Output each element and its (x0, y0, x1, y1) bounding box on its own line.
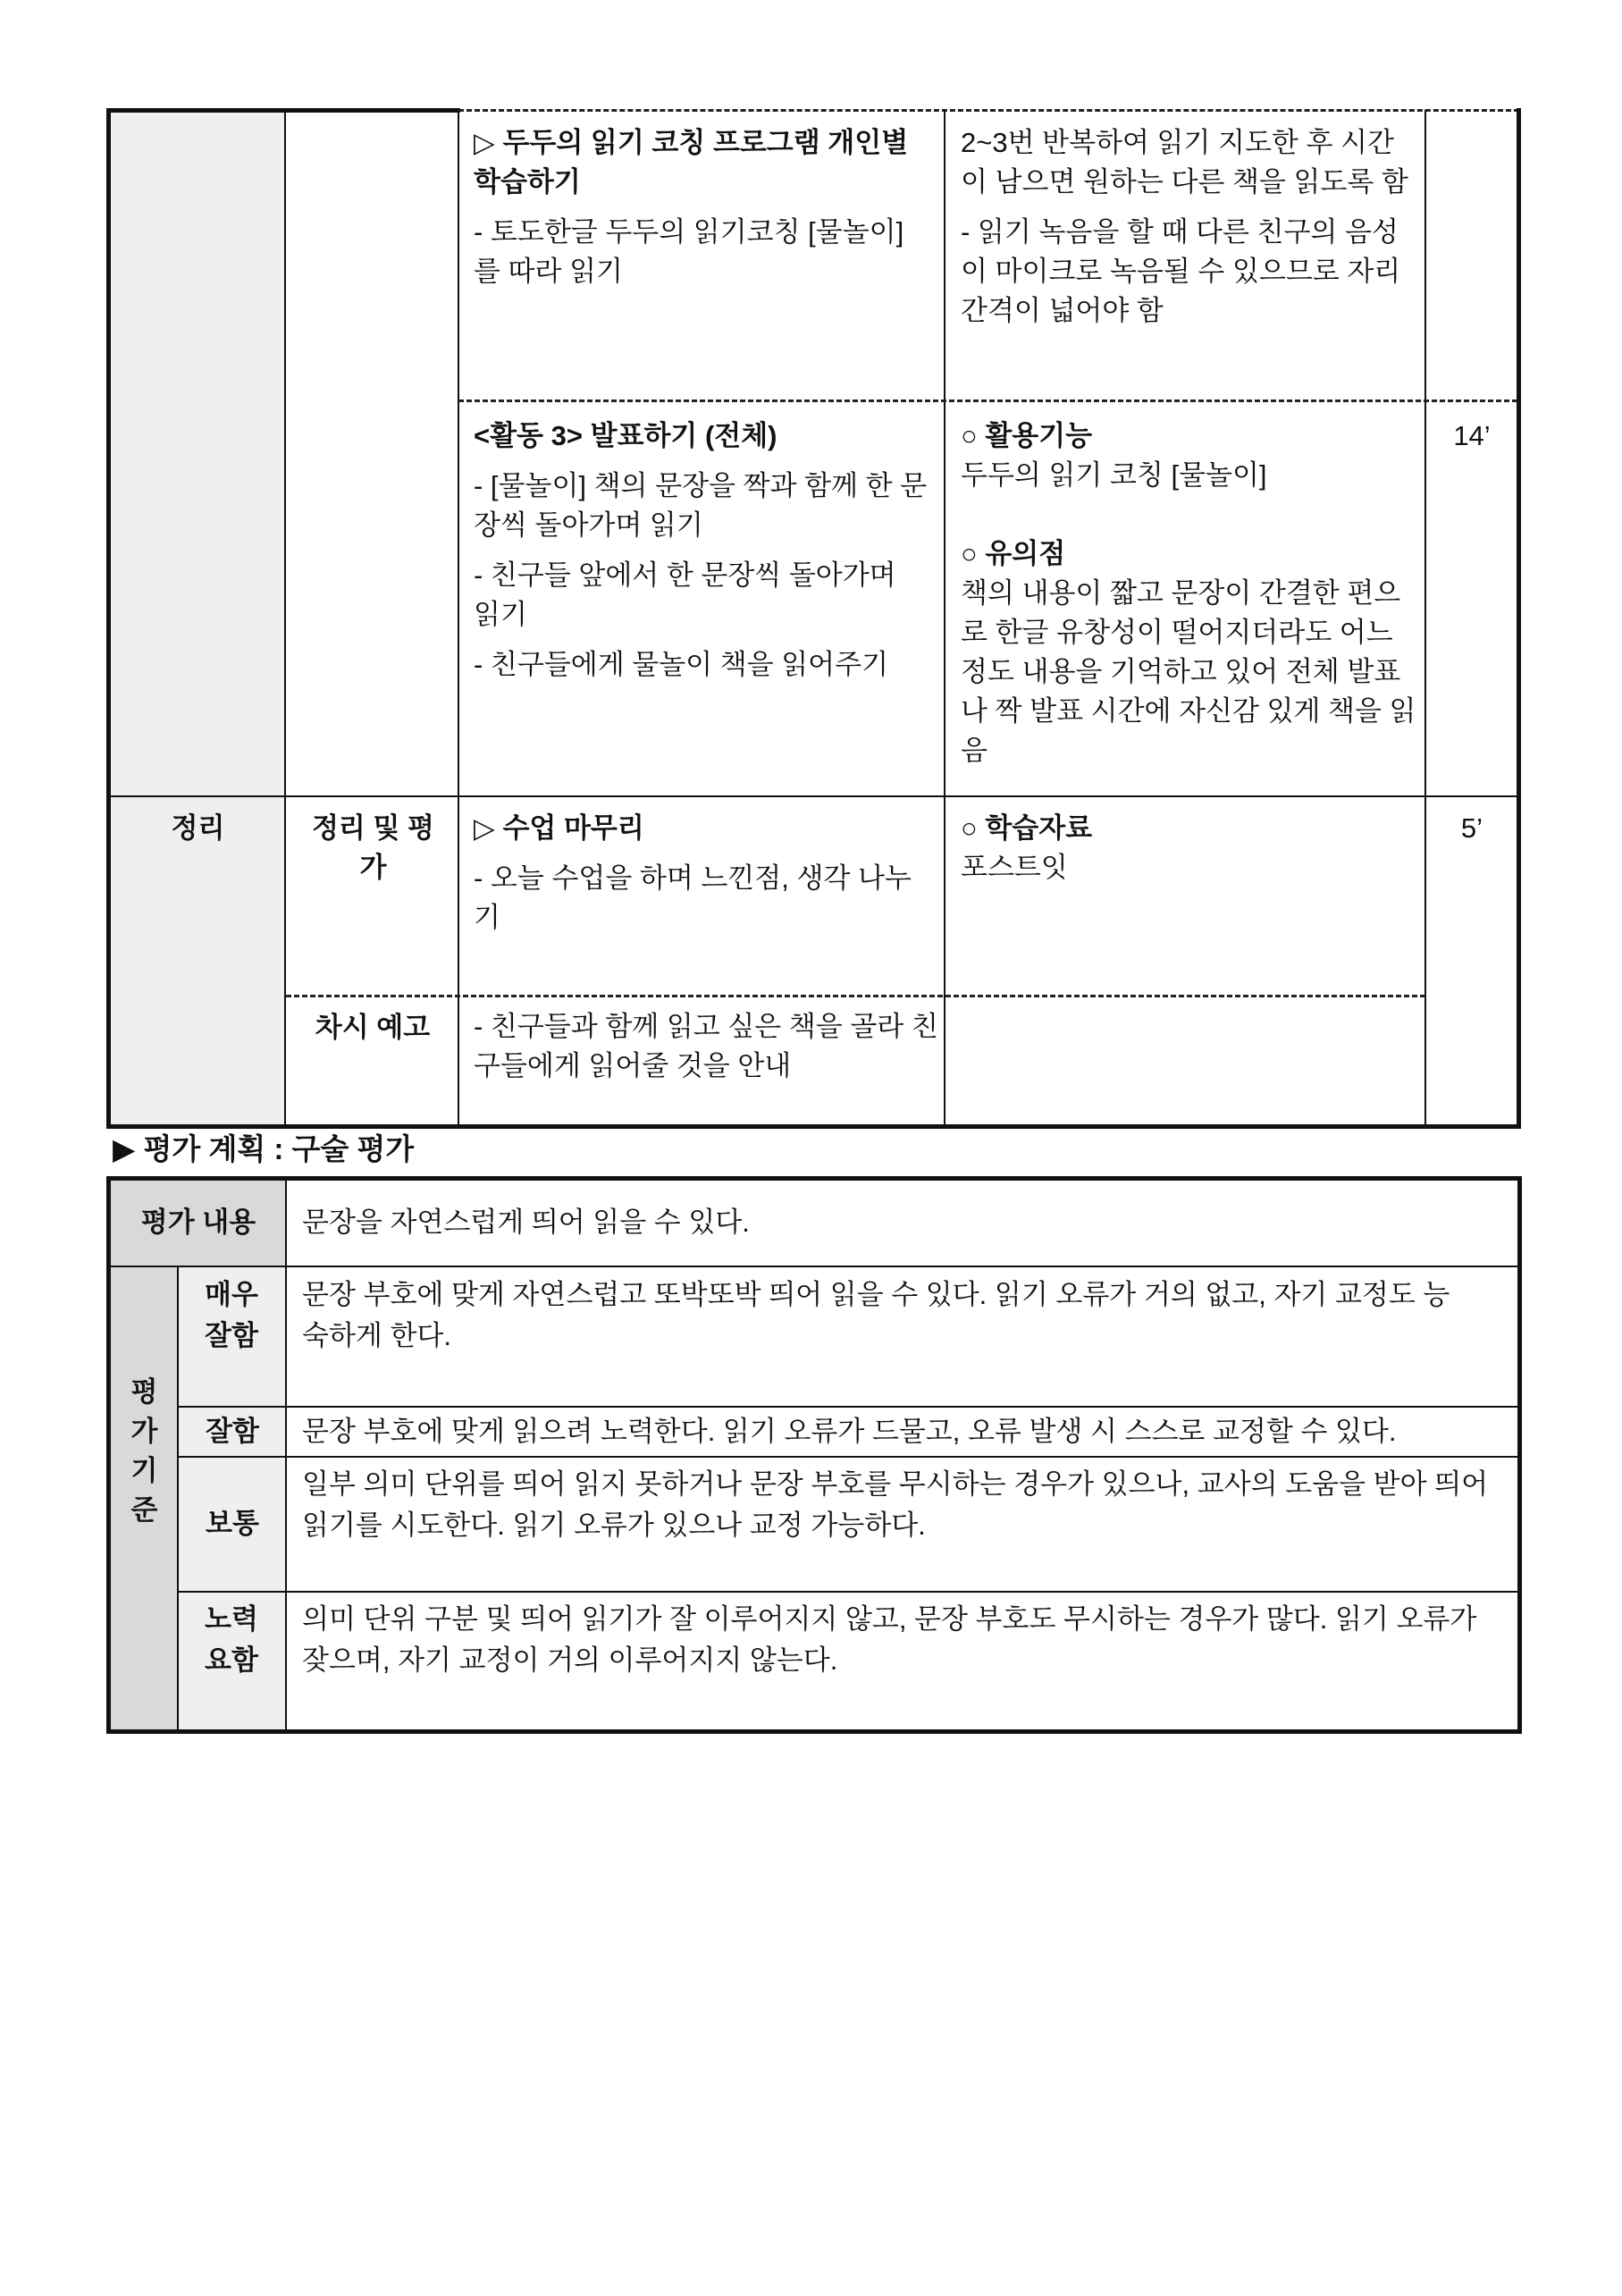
activity-item: - 친구들에게 물놀이 책을 읽어주기 (474, 649, 889, 680)
eval-row-divider (178, 1456, 1518, 1458)
criteria-description: 일부 의미 단위를 띄어 읽지 못하거나 문장 부호를 무시하는 경우가 있으나, 교사의 도움을 받아 띄어 읽기를 시도한다. 읽기 오류가 있으나 교정 가능하다. (302, 1468, 1489, 1541)
time-cell: 14’ (1453, 420, 1491, 451)
note-text: - 읽기 녹음을 할 때 다른 친구의 음성이 마이크로 녹음될 수 있으므로 자리 간격이 넓어야 함 (961, 216, 1401, 326)
criteria-label-char: 가 (130, 1416, 158, 1447)
eval-right-border (1517, 1176, 1522, 1734)
notes-cell (961, 809, 1416, 887)
step-label: 차시 예고 (315, 1012, 431, 1043)
activity-title: ▷ 수업 마무리 (474, 812, 644, 844)
eval-bottom-border (106, 1729, 1522, 1734)
table-bottom-border (106, 1124, 1521, 1129)
criteria-label (111, 1373, 178, 1530)
activity-item: - 오늘 수업을 하며 느낀점, 생각 나누기 (474, 862, 912, 933)
criteria-level: 매우 잘함 (205, 1279, 258, 1351)
note-text: 두두의 읽기 코칭 [물놀이] (961, 459, 1267, 491)
table-top-border-dashed (458, 109, 1519, 112)
content-text: 문장을 자연스럽게 띄어 읽을 수 있다. (302, 1207, 750, 1238)
activity-title: ▷ 두두의 읽기 코칭 프로그램 개인별 학습하기 (474, 127, 909, 198)
eval-row-divider (178, 1591, 1518, 1593)
note-heading: ○ 유의점 (961, 538, 1066, 569)
activity-cell (474, 809, 929, 948)
activity-item: - 친구들 앞에서 한 문장씩 돌아가며 읽기 (474, 559, 896, 630)
col-divider-2 (458, 110, 459, 1126)
criteria-label-char: 기 (130, 1455, 158, 1486)
activity-cell (474, 416, 929, 695)
col-divider-1 (284, 110, 286, 1126)
stage-label: 정리 (171, 812, 225, 844)
row-divider-solid (108, 795, 1518, 797)
note-text: 책의 내용이 짧고 문장이 간결한 편으로 한글 유창성이 떨어지더라도 어느정도 내용을 기억하고 있어 전체 발표나 짝 발표 시간에 자신감 있게 책을 읽음 (961, 577, 1416, 766)
criteria-label-char: 평 (130, 1376, 158, 1408)
criteria-level: 잘함 (206, 1416, 259, 1447)
eval-row-divider (178, 1406, 1518, 1408)
activity-item: - 토도한글 두두의 읽기코칭 [물놀이]를 따라 읽기 (474, 216, 904, 287)
stage-column-fill (111, 112, 285, 1125)
activity-cell (474, 123, 929, 302)
table-left-border (106, 108, 111, 1129)
notes-cell (961, 416, 1416, 770)
col-divider-3 (944, 110, 945, 1126)
note-text: 2~3번 반복하여 읽기 지도한 후 시간이 남으면 원하는 다른 책을 읽도록 함 (961, 127, 1408, 198)
activity-item: - [물놀이] 책의 문장을 짝과 함께 한 문장씩 돌아가며 읽기 (474, 470, 928, 541)
content-label: 평가 내용 (140, 1207, 256, 1238)
criteria-level: 보통 (206, 1508, 259, 1539)
time-cell: 5’ (1460, 812, 1483, 844)
criteria-description: 문장 부호에 맞게 읽으려 노력한다. 읽기 오류가 드물고, 오류 발생 시 스스로 교정할 수 있다. (302, 1416, 1397, 1447)
notes-cell (961, 123, 1416, 341)
row-divider-dashed-1 (458, 399, 1517, 402)
note-text: 포스트잇 (961, 852, 1068, 883)
note-heading: ○ 학습자료 (961, 812, 1093, 844)
table-right-border (1517, 108, 1521, 1129)
col-divider-4 (1425, 110, 1426, 1126)
criteria-label-char: 준 (130, 1494, 158, 1526)
eval-row-divider (108, 1266, 1518, 1267)
note-heading: ○ 활용기능 (961, 420, 1093, 451)
criteria-description: 의미 단위 구분 및 띄어 읽기가 잘 이루어지지 않고, 문장 부호도 무시하는 경우가 많다. 읽기 오류가 잦으며, 자기 교정이 거의 이루어지지 않는다. (302, 1603, 1477, 1676)
eval-col-divider-main (285, 1178, 287, 1732)
step-label: 정리 및 평가 (311, 812, 434, 883)
eval-top-border (106, 1176, 1522, 1181)
activity-title: <활동 3> 발표하기 (전체) (474, 420, 777, 451)
criteria-level: 노력 요함 (205, 1603, 258, 1676)
activity-cell (474, 1007, 938, 1097)
activity-item: - 친구들과 함께 읽고 싶은 책을 골라 친구들에게 읽어줄 것을 안내 (474, 1011, 938, 1081)
evaluation-heading: ▶ 평가 계획 : 구술 평가 (113, 1132, 415, 1165)
criteria-description: 문장 부호에 맞게 자연스럽고 또박또박 띄어 읽을 수 있다. 읽기 오류가 거의 없고, 자기 교정도 능숙하게 한다. (302, 1279, 1450, 1351)
